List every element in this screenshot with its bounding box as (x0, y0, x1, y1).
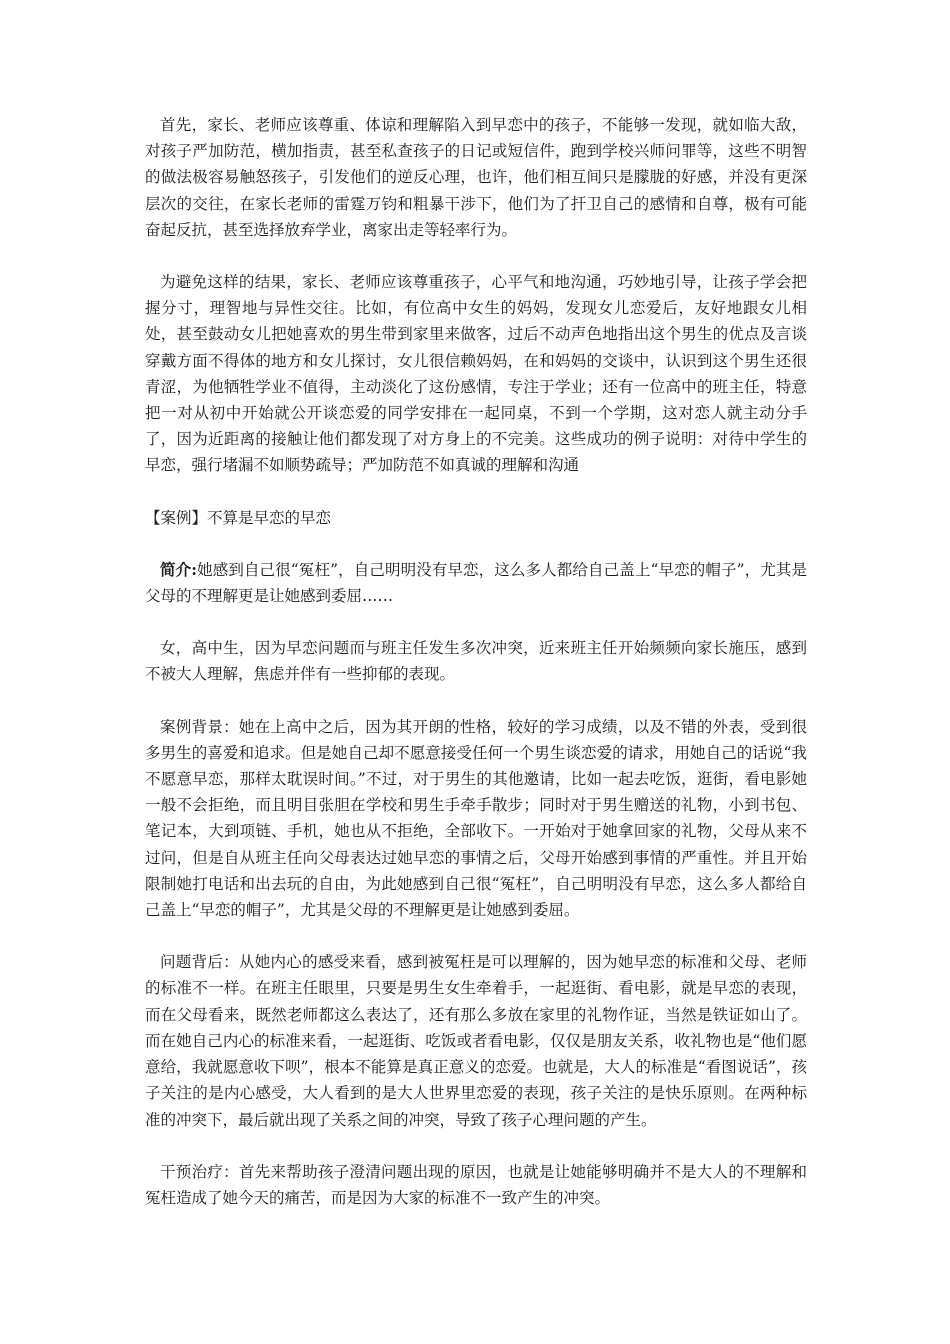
case-intro: 女，高中生，因为早恋问题而与班主任发生多次冲突，近来班主任开始频频向家长施压，感到不被大人理解，焦虑并伴有一些抑郁的表现。 (145, 639, 807, 684)
case-analysis: 问题背后：从她内心的感受来看，感到被冤枉是可以理解的，因为她早恋的标准和父母、老师的标准不一样。在班主任眼里，只要是男生女生牵着手，一起逛街、看电影，就是早恋的表现，而在父母看来，既然老师都这么表达了，还有那么多放在家里的礼物作证，当然是铁证如山了。而在她自己内心的标准来看，一起逛街、吃饭或者看电影，仅仅是朋友关系，收礼物也是“他们愿意给，我就愿意收下呗”，根本不能算是真正意义的恋爱。也就是，大人的标准是“看图说话”，孩子关注的是内心感受，大人看到的是大人世界里恋爱的表现，孩子关注的是快乐原则。在两种标准的冲突下，最后就出现了关系之间的冲突，导致了孩子心理问题的产生。 (145, 953, 807, 1129)
case-background: 案例背景：她在上高中之后，因为其开朗的性格，较好的学习成绩，以及不错的外表，受到很多男生的喜爱和追求。但是她自己却不愿意接受任何一个男生谈恋爱的请求，用她自己的话说“我不愿意早恋，那样太耽误时间。”不过，对于男生的其他邀请，比如一起去吃饭，逛街，看电影她一般不会拒绝，而且明目张胆在学校和男生手牵手散步；同时对于男生赠送的礼物，小到书包、笔记本，大到项链、手机，她也从不拒绝，全部收下。一开始对于她拿回家的礼物，父母从来不过问，但是自从班主任向父母表达过她早恋的事情之后，父母开始感到事情的严重性。并且开始限制她打电话和出去玩的自由，为此她感到自己很“冤枉”，自己明明没有早恋，这么多人都给自己盖上“早恋的帽子”，尤其是父母的不理解更是让她感到委屈。 (145, 717, 807, 920)
summary-text: 她感到自己很“冤枉”，自己明明没有早恋，这么多人都给自己盖上“早恋的帽子”，尤其是父母的不理解更是让她感到委屈…… (145, 560, 807, 606)
case-intervention: 干预治疗：首先来帮助孩子澄清问题出现的原因，也就是让她能够明确并不是大人的不理解和冤枉造成了她今天的痛苦，而是因为大家的标准不一致产生的冲突。 (145, 1162, 807, 1207)
summary-label: 简介: (160, 559, 197, 579)
document-body (145, 112, 807, 1211)
case-heading: 【案例】不算是早恋的早恋 (145, 508, 332, 527)
case-summary (145, 557, 807, 609)
paragraph-parent-teacher-respect: 首先，家长、老师应该尊重、体谅和理解陷入到早恋中的孩子，不能够一发现，就如临大敌，对孩子严加防范，横加指责，甚至私查孩子的日记或短信件，跑到学校兴师问罪等，这些不明智的做法极容易触怒孩子，引发他们的逆反心理，也许，他们相互间只是朦胧的好感，并没有更深层次的交往，在家长老师的雷霆万钧和粗暴干涉下，他们为了扞卫自己的感情和自尊，极有可能奋起反抗，甚至选择放弃学业，离家出走等轻率行为。 (145, 116, 807, 239)
paragraph-avoid-outcome: 为避免这样的结果，家长、老师应该尊重孩子，心平气和地沟通，巧妙地引导，让孩子学会把握分寸，理智地与异性交往。比如，有位高中女生的妈妈，发现女儿恋爱后，友好地跟女儿相处，甚至鼓动女儿把她喜欢的男生带到家里来做客，过后不动声色地指出这个男生的优点及言谈穿戴方面不得体的地方和女儿探讨，女儿很信赖妈妈，在和妈妈的交谈中，认识到这个男生还很青涩，为他牺牲学业不值得，主动淡化了这份感情，专注于学业；还有一位高中的班主任，特意把一对从初中开始就公开谈恋爱的同学安排在一起同桌，不到一个学期，这对恋人就主动分手了，因为近距离的接触让他们都发现了对方身上的不完美。这些成功的例子说明：对待中学生的早恋，强行堵漏不如顺势疏导；严加防范不如真诚的理解和沟通 (145, 273, 807, 475)
